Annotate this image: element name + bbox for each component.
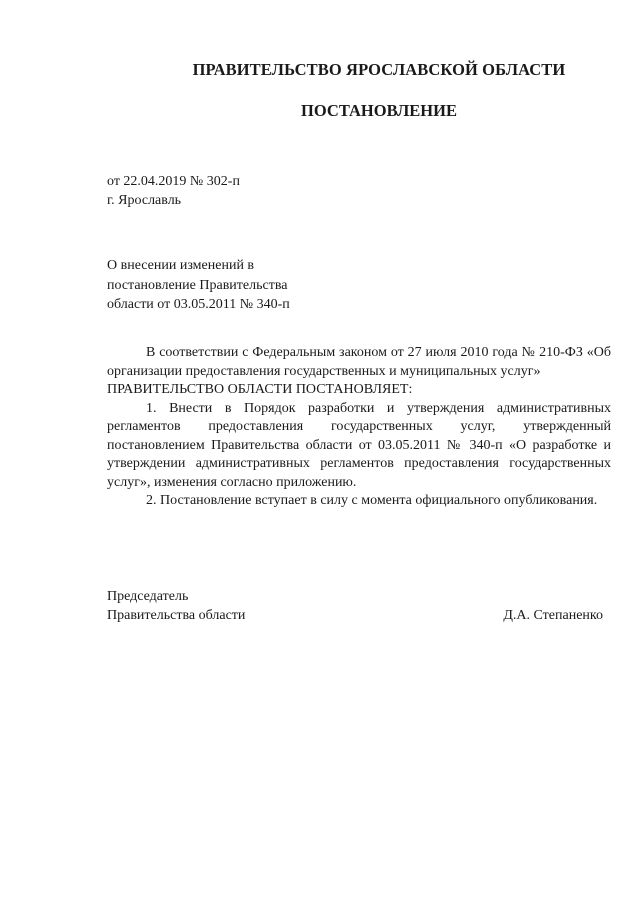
document-meta <box>107 172 240 210</box>
resolution-item-1: 1. Внести в Порядок разработки и утверждения административных регламентов предоставления государственных услуг, утвержденный постановлением Правительства области от 03.05.2011 № 340-п «О разработке и утверждении административных регламентов предоставления государственных услуг», изменения согласно приложению. <box>107 400 611 490</box>
signatory-position: Правительства области <box>107 608 246 623</box>
subject-line: области от 03.05.2011 № 340-п <box>107 297 290 312</box>
document-type-title: ПОСТАНОВЛЕНИЕ <box>301 101 457 120</box>
signatory-name: Д.А. Степаненко <box>503 608 603 623</box>
organization-title: ПРАВИТЕЛЬСТВО ЯРОСЛАВСКОЙ ОБЛАСТИ <box>192 60 566 79</box>
document-body <box>107 344 611 511</box>
subject-line: постановление Правительства <box>107 277 288 293</box>
signature-block <box>107 587 603 625</box>
city: г. Ярославль <box>107 193 182 208</box>
resolution-item-2: 2. Постановление вступает в силу с момента официального опубликования. <box>146 493 598 508</box>
preamble-paragraph: В соответствии с Федеральным законом от 27 июля 2010 года № 210-ФЗ «Об организации предоставления государственных и муниципальных услуг» <box>107 345 611 379</box>
subject-line: О внесении изменений в <box>107 258 255 273</box>
resolution-phrase: ПРАВИТЕЛЬСТВО ОБЛАСТИ ПОСТАНОВЛЯЕТ: <box>107 382 413 397</box>
document-subject <box>107 256 290 315</box>
date-number: от 22.04.2019 № 302-п <box>107 174 240 189</box>
signatory-position: Председатель <box>107 589 189 604</box>
